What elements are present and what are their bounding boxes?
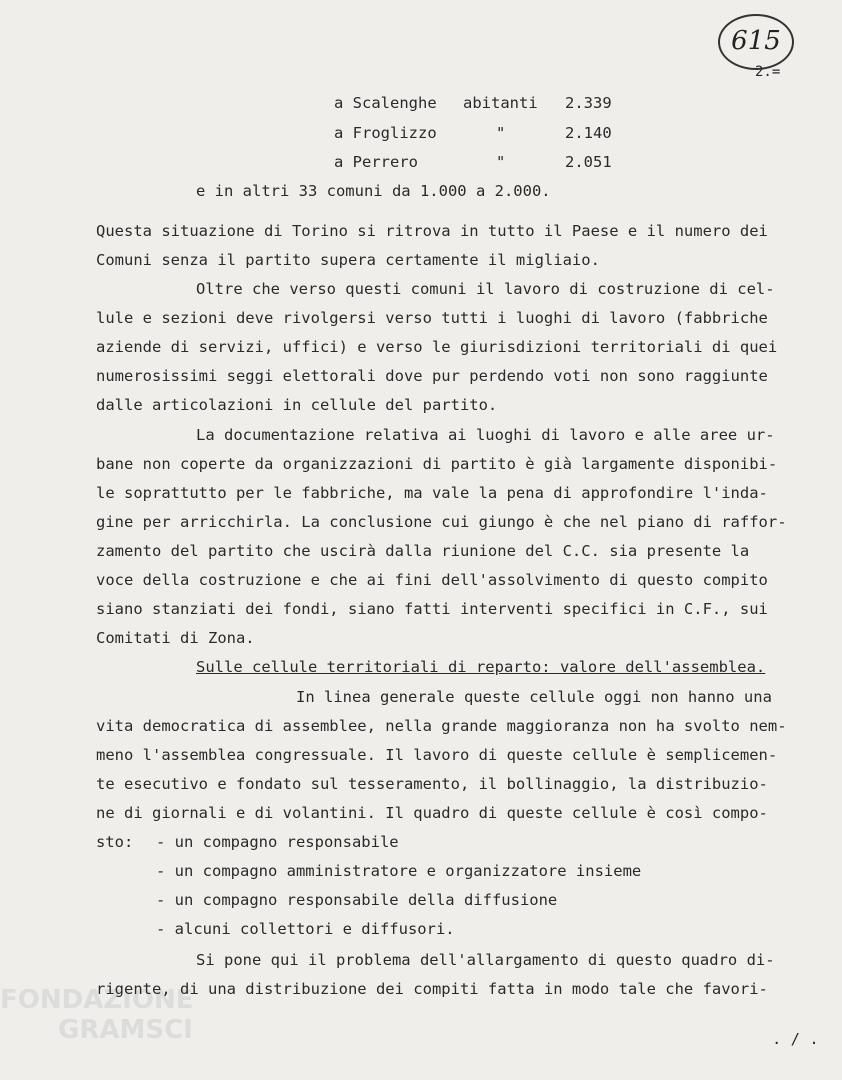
value: 2.051: [565, 153, 612, 171]
para2-line: numerosissimi seggi elettorali dove pur perdendo voti non sono raggiunte: [96, 367, 768, 385]
value: 2.140: [565, 124, 612, 142]
para4-line: ne di giornali e di volantini. Il quadro di queste cellule è così compo-: [96, 804, 768, 822]
label: ": [496, 153, 506, 171]
para2-line: lule e sezioni deve rivolgersi verso tutti i luoghi di lavoro (fabbriche: [96, 309, 768, 327]
para2-line: aziende di servizi, uffici) e verso le giurisdizioni territoriali di quei: [96, 338, 778, 356]
continuation-mark: . / .: [772, 1030, 819, 1048]
label: ": [496, 124, 506, 142]
para3-line: bane non coperte da organizzazioni di partito è già largamente disponibi-: [96, 455, 778, 473]
list-item: - un compagno responsabile: [156, 833, 399, 851]
para5-line: rigente, di una distribuzione dei compiti fatta in modo tale che favori-: [96, 980, 768, 998]
para5-line: Si pone qui il problema dell'allargamento di questo quadro di-: [196, 951, 775, 969]
list-item: - alcuni collettori e diffusori.: [156, 920, 455, 938]
place-name: a Perrero: [334, 153, 418, 171]
list-item: - un compagno responsabile della diffusione: [156, 891, 558, 909]
para4-line: meno l'assemblea congressuale. Il lavoro di queste cellule è semplicemen-: [96, 746, 778, 764]
para1-line: Comuni senza il partito supera certamente il migliaio.: [96, 251, 600, 269]
section-heading: Sulle cellule territoriali di reparto: valore dell'assemblea.: [196, 658, 766, 676]
para4-line: sto:: [96, 833, 134, 851]
label: abitanti: [463, 94, 538, 112]
para3-line: voce della costruzione e che ai fini dell'assolvimento di questo compito: [96, 571, 768, 589]
place-name: a Froglizzo: [334, 124, 437, 142]
para3-line: zamento del partito che uscirà dalla riunione del C.C. sia presente la: [96, 542, 750, 560]
handwritten-page-number: 615: [718, 14, 794, 70]
para2-line: dalle articolazioni in cellule del partito.: [96, 396, 498, 414]
para2-line: Oltre che verso questi comuni il lavoro di costruzione di cel-: [196, 280, 775, 298]
watermark-line-2: GRAMSCI: [58, 1015, 193, 1045]
place-name: a Scalenghe: [334, 94, 437, 112]
page-number: 2.=: [755, 64, 781, 80]
para3-line: La documentazione relativa ai luoghi di lavoro e alle aree ur-: [196, 426, 775, 444]
para3-line: gine per arricchirla. La conclusione cui giungo è che nel piano di raffor-: [96, 513, 787, 531]
table-summary: e in altri 33 comuni da 1.000 a 2.000.: [196, 182, 551, 200]
watermark-line-1: FONDAZIONE: [0, 985, 194, 1015]
para3-line: Comitati di Zona.: [96, 629, 255, 647]
para4-line: vita democratica di assemblee, nella grande maggioranza non ha svolto nem-: [96, 717, 787, 735]
value: 2.339: [565, 94, 612, 112]
list-item: - un compagno amministratore e organizzatore insieme: [156, 862, 642, 880]
para4-line: te esecutivo e fondato sul tesseramento, il bollinaggio, la distribuzio-: [96, 775, 768, 793]
para3-line: siano stanziati dei fondi, siano fatti interventi specifici in C.F., sui: [96, 600, 768, 618]
para3-line: le soprattutto per le fabbriche, ma vale la pena di approfondire l'inda-: [96, 484, 768, 502]
para4-line: In linea generale queste cellule oggi non hanno una: [296, 688, 772, 706]
para1-line: Questa situazione di Torino si ritrova in tutto il Paese e il numero dei: [96, 222, 768, 240]
